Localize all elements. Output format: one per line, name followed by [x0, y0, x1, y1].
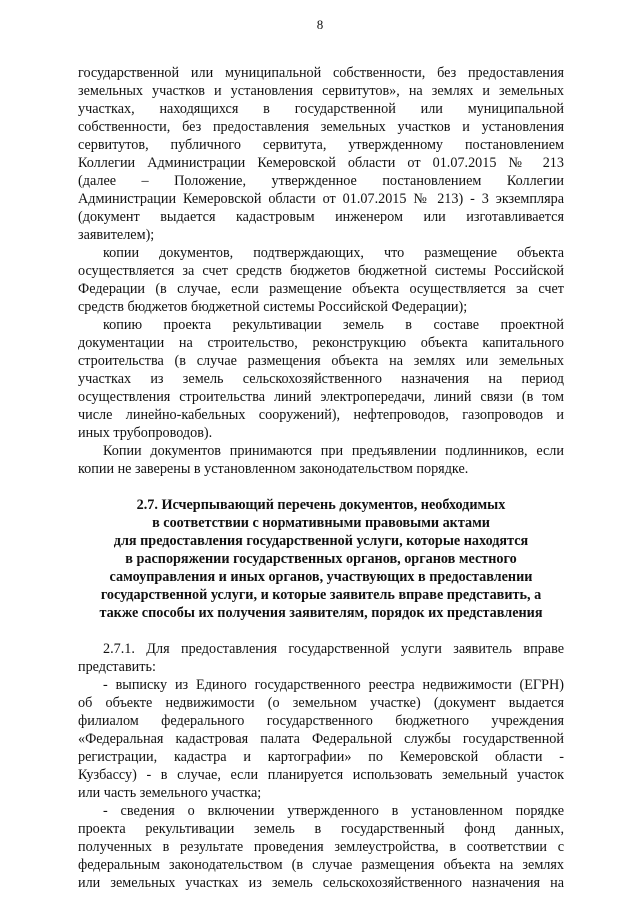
text-line: копии документов, подтверждающих, что размещение объекта	[103, 245, 564, 261]
text-line: представить:	[78, 659, 156, 675]
text-line: собственности, без предоставления земельных участков и установления	[78, 119, 564, 135]
text-line: (документ выдается кадастровым инженером или изготавливается	[78, 209, 564, 225]
text-line: проекта рекультивации земель в государственный фонд данных,	[78, 821, 564, 837]
text-line: строительства (в случае размещения объекта на землях или земельных	[78, 353, 564, 369]
text-line: федеральным законодательством (в случае размещения объекта на землях	[78, 857, 564, 873]
text-line: документации на строительство, реконструкцию объекта капитального	[78, 335, 564, 351]
text-line: или земельных участках из земель сельскохозяйственного назначения на	[78, 875, 564, 891]
text-line: земельных участков и установления сервитутов», на землях и земельных	[78, 83, 564, 99]
text-line: средств бюджетов бюджетной системы Российской Федерации);	[78, 299, 468, 315]
text-line: государственной или муниципальной собственности, без предоставления	[78, 65, 564, 81]
text-line: сервитутов, публичного сервитута, утвержденному постановлением	[78, 137, 564, 153]
section-heading-line: в соответствии с нормативными правовыми актами	[152, 515, 490, 531]
text-line: заявителем);	[78, 227, 155, 243]
text-line: числе линейно-кабельных сооружений), нефтепроводов, газопроводов и	[78, 407, 564, 423]
text-line: - сведения о включении утвержденного в установленном порядке	[103, 803, 564, 819]
text-line: иных трубопроводов).	[78, 425, 213, 441]
text-line: или часть земельного участка;	[78, 785, 262, 801]
text-line: регистрации, кадастра и картографии» по Кемеровской области -	[78, 749, 564, 765]
text-line: Кузбассу) - в случае, если планируется использовать земельный участок	[78, 767, 564, 783]
page-number: 8	[316, 17, 324, 32]
text-line: осуществляется за счет средств бюджетов бюджетной системы Российской	[78, 263, 564, 279]
text-line: «Федеральная кадастровая палата Федеральной службы государственной	[78, 731, 564, 747]
text-line: участках из земель сельскохозяйственного назначения на период	[78, 371, 564, 387]
text-line: Коллегии Администрации Кемеровской области от 01.07.2015 № 213	[78, 155, 564, 171]
section-heading-line: для предоставления государственной услуги, которые находятся	[113, 533, 529, 549]
text-line: копии не заверены в установленном законодательством порядке.	[78, 461, 469, 477]
text-line: Копии документов принимаются при предъявлении подлинников, если	[103, 443, 564, 459]
text-line: об объекте недвижимости (о земельном участке) (документ выдается	[78, 695, 564, 711]
text-line: 2.7.1. Для предоставления государственной услуги заявитель вправе	[103, 641, 564, 657]
text-line: (далее – Положение, утвержденное постановлением Коллегии	[78, 173, 564, 189]
text-line: Федерации (в случае, если размещение объекта осуществляется за счет	[78, 281, 564, 297]
section-heading-line: в распоряжении государственных органов, органов местного	[125, 551, 517, 567]
section-heading-line: самоуправления и иных органов, участвующих в предоставлении	[109, 569, 533, 585]
section-heading-line: государственной услуги, и которые заявитель вправе представить, а	[100, 587, 542, 603]
text-line: - выписку из Единого государственного реестра недвижимости (ЕГРН)	[103, 677, 564, 693]
text-line: осуществления строительства линий электропередачи, линий связи (в том	[78, 389, 564, 405]
text-line: Администрации Кемеровской области от 01.07.2015 № 213) - 3 экземпляра	[78, 191, 564, 207]
section-heading-line: 2.7. Исчерпывающий перечень документов, необходимых	[136, 497, 506, 513]
text-line: копию проекта рекультивации земель в составе проектной	[103, 317, 564, 333]
section-heading-line: также способы их получения заявителям, порядок их представления	[99, 605, 543, 621]
text-line: филиалом федерального государственного бюджетного учреждения	[78, 713, 564, 729]
text-line: полученных в результате проведения землеустройства, в соответствии с	[78, 839, 564, 855]
text-line: участках, находящихся в государственной или муниципальной	[78, 101, 564, 117]
